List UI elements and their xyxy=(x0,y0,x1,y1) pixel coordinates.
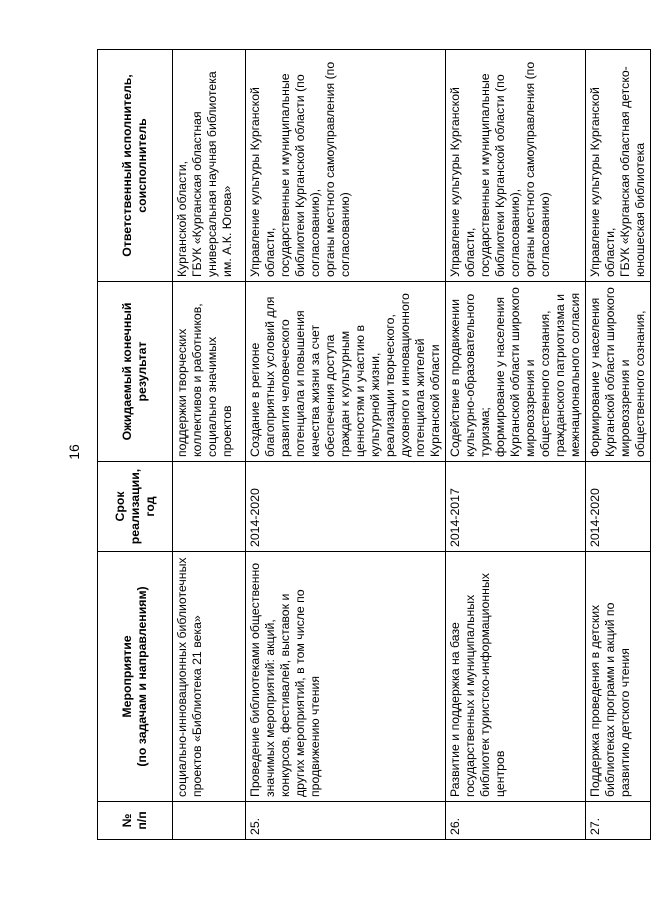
cell-term xyxy=(173,462,246,552)
page-number: 16 xyxy=(65,444,82,460)
header-responsible: Ответственный исполнитель, соисполнитель xyxy=(98,50,173,282)
table-row xyxy=(173,50,246,840)
cell-responsible: Управление культуры Курганской области, ГБУК «Курганская областная детско-юношеская библиотека xyxy=(586,50,651,282)
cell-responsible: Управление культуры Курганской области, государственные и муниципальные библиотеки Курганской области (по согласованию), органы местного самоуправления (по согласованию) xyxy=(246,50,446,282)
cell-result: поддержки творческих коллективов и работников, социально значимых проектов xyxy=(173,282,246,462)
cell-responsible: Управление культуры Курганской области, государственные и муниципальные библиотеки Курганской области (по согласованию), органы местного самоуправления (по согласованию) xyxy=(446,50,586,282)
table-row xyxy=(446,50,586,840)
cell-result: Содействие в продвижении культурно-образовательного туризма; формирование у населения Курганской области широкого мировоззрения и общественного сознания, гражданского патриотизма и межнационального согласия xyxy=(446,282,586,462)
cell-result: Создание в регионе благоприятных условий для развития человеческого потенциала и повышения качества жизни за счет обеспечения доступа граждан к культурным ценностям и участию в культурной жизни, реализации творческого, духовного и инновационного потенциала жителей Курганской области xyxy=(246,282,446,462)
cell-activity: социально-инновационных библиотечных проектов «Библиотека 21 века» xyxy=(173,552,246,802)
table-header-row xyxy=(98,50,173,840)
cell-term: 2014-2017 xyxy=(446,462,586,552)
cell-responsible: Курганской области, ГБУК «Курганская областная универсальная научная библиотека им. А.К. Югова» xyxy=(173,50,246,282)
cell-term: 2014-2020 xyxy=(246,462,446,552)
cell-activity: Развитие и поддержка на базе государственных и муниципальных библиотек туристско-информационных центров xyxy=(446,552,586,802)
cell-term: 2014-2020 xyxy=(586,462,651,552)
header-result: Ожидаемый конечный результат xyxy=(98,282,173,462)
cell-num xyxy=(173,802,246,840)
cell-num: 26. xyxy=(446,802,586,840)
cell-activity: Поддержка проведения в детских библиотеках программ и акций по развитию детского чтения xyxy=(586,552,651,802)
cell-num: 25. xyxy=(246,802,446,840)
header-num: № п/п xyxy=(98,802,173,840)
rotated-table-container xyxy=(97,50,647,840)
header-activity: Мероприятие (по задачам и направлениям) xyxy=(98,552,173,802)
cell-result: Формирование у населения Курганской области широкого мировоззрения и общественного сознания, xyxy=(586,282,651,462)
table-row xyxy=(586,50,651,840)
cell-activity: Проведение библиотеками общественно значимых мероприятий: акций, конкурсов, фестивалей, выставок и других мероприятий, в том числе по продвижению чтения xyxy=(246,552,446,802)
cell-num: 27. xyxy=(586,802,651,840)
header-term: Срок реализации, год xyxy=(98,462,173,552)
plan-table xyxy=(97,49,651,840)
table-row xyxy=(246,50,446,840)
